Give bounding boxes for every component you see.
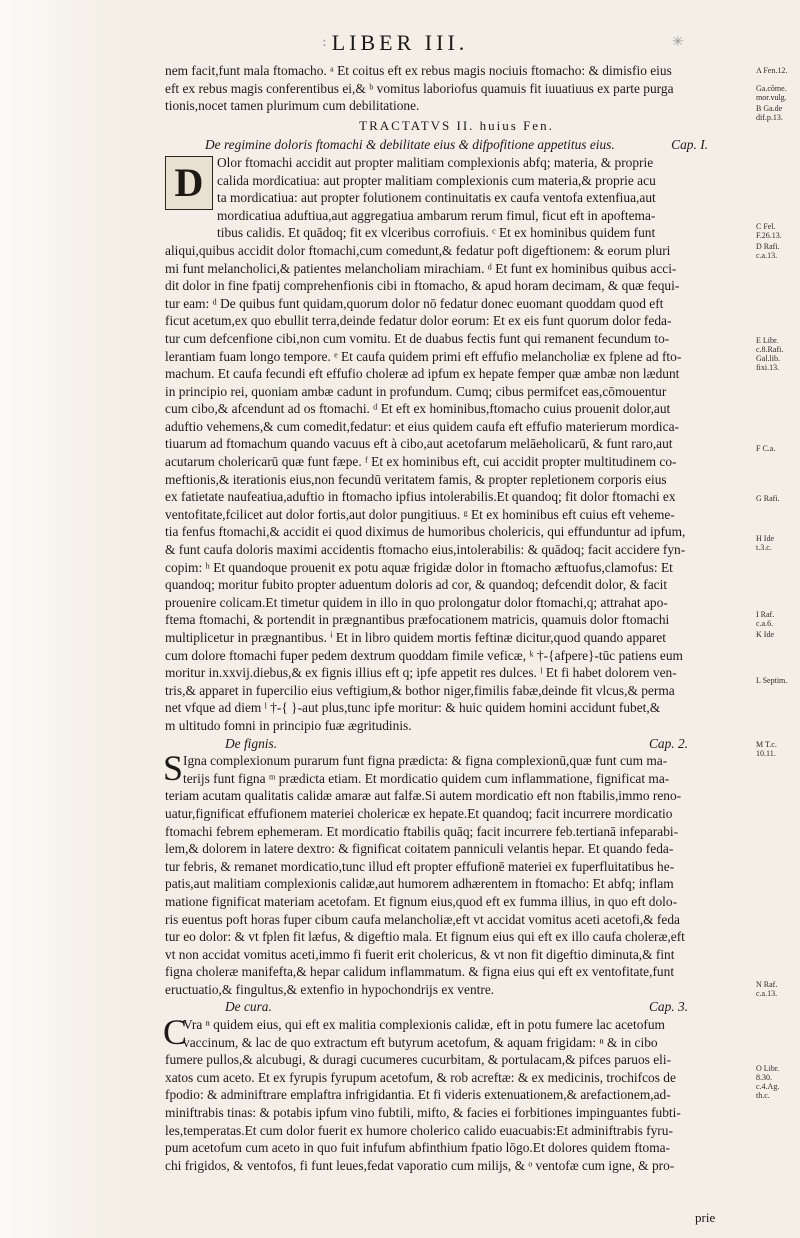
- text-line: tris,& apparet in fupercilio eius veftigium,& bothor niger,fimilis fabæ,deinde fit vlcus,& perma: [165, 682, 675, 698]
- text-line: tur eo dolor: & vt fplen fit læfus, & digeftio mala. Et fignum eius qui eft ex illo caufa choleræ,eft: [165, 929, 685, 945]
- text-line: matione fignificat materiam acetofam. Et fignum eius,quod eft ex fumma illius, in quo eft dolo-: [165, 893, 678, 909]
- text-line: moritur in.xxvij.diebus,& ex fignis illius eft q; ipfe appetit res dulces. ˡ Et fi habet dolorem ven-: [165, 665, 677, 681]
- chapter-2-title: De fignis.: [225, 735, 278, 751]
- text-line: tur eam: ᵈ De quibus funt quidam,quorum dolor nō fedatur donec euomant quoddam quod eft: [165, 295, 664, 311]
- margin-note: F C.a.: [756, 444, 776, 453]
- text-line: aliqui,quibus accidit dolor ftomachi,cum comedunt,& fedatur poft digeftionem: & eorum pluri: [165, 242, 671, 258]
- chapter-3-title: De cura.: [225, 999, 272, 1015]
- chapter-1-title: De regimine doloris ftomachi & debilitate eius & difpofitione appetitus eius.: [205, 137, 615, 153]
- margin-note: mor.vulg.: [756, 93, 787, 102]
- text-line: patis,aut malitiam complexionis calidæ,aut humorem adhærentem in ftomacho: Et abfq; inflam: [165, 876, 674, 892]
- text-line: xatos cum aceto. Et ex fyrupis fyrupum acetofum, & rob acreftæ: & ex medicinis, trochifcos de: [165, 1069, 676, 1085]
- chapter-1-body: [165, 154, 748, 735]
- text-line: machum. Et caufa fecundi eft effufio choleræ ad ipfum ex hepate femper quæ ambæ non lædunt: [165, 366, 680, 382]
- text-line: ftomachi febrem ephemeram. Et mordicatio ftabilis quāq; facit incurrere feb.tertianā infeparabi-: [165, 823, 679, 839]
- text-line: cum dolore ftomachi fuper pedem dextrum quoddam fimile veficæ, ᵏ †-{afpere}-tūc patiens eum: [165, 647, 683, 663]
- margin-note: c.a.13.: [756, 989, 778, 998]
- text-line: uatur,fignificat effufionem materiei cholericæ ex hepate.Et quandoq; facit incurrere mordicatio: [165, 805, 673, 821]
- margin-note: c.8.Rafi.: [756, 345, 784, 354]
- text-line: tibus calidis. Et quādoq; fit ex vlceribus corrofiuis. ᶜ Et ex hominibus quidem funt: [217, 225, 656, 241]
- chapter-2-rubric: [165, 735, 748, 753]
- text-line: acutarum cholericarū quæ funt fæpe. ᶠ Et ex hominibus eft, cui accidit propter multitudinem co-: [165, 454, 677, 470]
- text-line: fpodio: & adminiftrare emplaftra infrigidantia. Et fi videris extenuationem,& arefactionem,ad-: [165, 1087, 671, 1103]
- margin-note: Ga.cōme.: [756, 84, 787, 93]
- chapter-1-rubric: [165, 136, 748, 154]
- margin-note: E Libr.: [756, 336, 779, 345]
- main-text: [165, 62, 748, 1174]
- text-line: eructuatio,& fingultus,& extenfio in hypochondrijs ex ventre.: [165, 981, 495, 997]
- text-line: vaccinum, & lac de quo extractum eft butyrum acetofum, & aquam frigidam: ⁿ & in cibo: [183, 1034, 658, 1050]
- text-line: copim: ʰ Et quandoque prouenit ex potu aquæ frigidæ dolor in ftomacho æftuofus,clamofus: Et: [165, 559, 673, 575]
- margin-note: M T.c.: [756, 740, 777, 749]
- margin-note: A Fen.12.: [756, 66, 788, 75]
- text-block-d: [163, 1012, 748, 1174]
- catchword: prie: [695, 1210, 716, 1225]
- text-line: cum cibo,& afcendunt ad os ftomachi. ᵈ Et eft ex hominibus,ftomacho cuius prouenit dolor,aut: [165, 401, 671, 417]
- text-line: ris euentus poft horas fuper cibum caufa melancholiæ,eft vt accidat vomitus aceti acetofi,& feda: [165, 911, 680, 927]
- margin-note: 10.11.: [756, 749, 776, 758]
- text-line: ftema ftomachi, & portendit in prægnantibus præfocationem matricis, quamuis dolor ftomachi: [165, 612, 670, 628]
- chapter-2-number: Cap. 2.: [648, 735, 688, 751]
- text-line: dit dolor in fine fpatij comprehenfionis cibi in ftomacho, & apud horam decimam, & quæ fequi-: [165, 278, 680, 294]
- margin-note: K Ide: [756, 630, 774, 639]
- text-line: lem,& dolorem in latere dextro: & fignificat coitatem panniculi velantis hepar. Et quando feda-: [165, 841, 674, 857]
- text-line: miniftrabis tinas: & potabis ipfum vino fubtili, mifto, & facies ei forbitiones impinguantes fubti-: [165, 1105, 681, 1121]
- margin-note: C Fel.: [756, 222, 776, 231]
- text-line: mi funt melancholici,& patientes melancholiam mirachiam. ᵈ Et funt ex hominibus quibus acci-: [165, 260, 677, 276]
- text-line: ventofitate,fcilicet aut dolor fortis,aut dolor pungitiuus. ᵍ Et ex hominibus eft cuius eft veheme-: [165, 506, 675, 522]
- margin-note: F.26.13.: [756, 231, 782, 240]
- text-line: teriam acutam qualitatis calidæ amaræ aut falfæ.Si autem mordicatio eft non ftabilis,immo reno-: [165, 788, 682, 804]
- ornament-mark: :: [322, 34, 327, 50]
- text-line: tionis,nocet tamen plurimum cum debilitatione.: [165, 98, 420, 114]
- text-line: Olor ftomachi accidit aut propter malitiam complexionis abfq; materia, & proprie: [217, 154, 654, 170]
- initial-C: C: [163, 1012, 188, 1053]
- page-gutter-shade: [0, 0, 120, 1238]
- text-line: Vra ⁿ quidem eius, qui eft ex malitia complexionis calidæ, eft in potu fumere lac acetofum: [183, 1017, 665, 1033]
- text-line: calida mordicatiua: aut propter malitiam complexionis cum materia,& proprie acu: [217, 172, 656, 188]
- text-line: eft ex rebus magis conferentibus ei,& ᵇ vomitus laboriofus quamuis fit iuuatiuus ex parte purga: [165, 80, 674, 96]
- text-line: tur cum defcenfione cibi,non cum vomitu. Et de duabus fectis funt qui remanent fecundum to-: [165, 330, 670, 346]
- chapter-1-number: Cap. I.: [671, 137, 708, 153]
- text-line: prouenire colicam.Et timetur quidem in illo in quo prolongatur dolor ftomachi,q; attrahat apo-: [165, 594, 668, 610]
- text-line: in principio rei, quoniam ambæ cadunt in profundum. Cumq; cibus permifcet eas,cōmouentur: [165, 383, 667, 399]
- text-line: ficut acetum,ex quo ebullit terra,deinde fedatur dolor eorum: Et ex eis funt quorum dolor feda-: [165, 313, 672, 329]
- margin-note: th.c.: [756, 1091, 770, 1100]
- text-line: aduftio vehemens,& cum comedit,fedatur: et eius quidem caufa eft effufio materierum mordica-: [165, 418, 679, 434]
- text-line: mordicatiua aduftiua,aut aggregatiua ambarum rerum fimul, ficut eft in apoftema-: [217, 207, 656, 223]
- margin-note: c.4.Ag.: [756, 1082, 780, 1091]
- margin-note: N Raf.: [756, 980, 778, 989]
- margin-note: c.a.13.: [756, 251, 778, 260]
- drop-cap-D: D: [165, 156, 213, 210]
- text-line: Igna complexionum purarum funt figna prædicta: & figna complexionū,quæ funt cum ma-: [183, 753, 668, 769]
- text-line: tur febris, & remanet mordicatio,tunc illud eft propter effufionē materiei ex fuperfluitatibus he-: [165, 858, 675, 874]
- text-line: ta mordicatiua: aut propter folutionem continuitatis ex caufa ventofa extenfiua,aut: [217, 190, 656, 206]
- initial-S: S: [163, 748, 184, 789]
- text-line: multiplicetur in prægnantibus. ⁱ Et in libro quidem mortis feftinæ dicitur,quod quando apparet: [165, 630, 666, 645]
- text-line: les,temperatas.Et cum dolor fuerit ex humore cholerico calido euacuabis:Et adminiftrabis fyru-: [165, 1122, 673, 1138]
- margin-note: Gal.lib.: [756, 354, 780, 363]
- margin-note: t.3.c.: [756, 543, 772, 552]
- text-line: & funt caufa doloris maximi accidentis ftomacho eius,intolerabilis: & quādoq; facit accidere fyn-: [165, 542, 686, 558]
- margin-note: G Rafi.: [756, 494, 780, 503]
- margin-note: H Ide: [756, 534, 774, 543]
- margin-note: c.a.6.: [756, 619, 774, 628]
- tractatus-heading: TRACTATVS II. huius Fen.: [359, 117, 554, 133]
- text-line: quandoq; moritur fubito propter aduentum doloris ad cor, & quandoq; defcendit dolor, & facit: [165, 577, 668, 593]
- margin-note: dif.p.13.: [756, 113, 783, 122]
- text-line: figna choleræ manifefta,& hepar calidum inflammatum. & figna eius qui eft ex ventofitate,funt: [165, 964, 675, 980]
- text-line: pum acetofum cum aceto in quo fuit infufum abfinthium fpatio lōgo.Et dolores quidem ftoma-: [165, 1140, 671, 1156]
- text-line: tia fenfus ftomachi,& accidit ei quod diximus de humoribus cholericis, qui effunduntur ad ipfum,: [165, 524, 686, 540]
- text-block-b: [165, 154, 748, 735]
- text-line: vt non accidat vomitus aceti,immo fi fuerit erit cholericus, & vt non fit digeftio diminuta,& fint: [165, 946, 675, 962]
- margin-note: D Rafi.: [756, 242, 780, 251]
- margin-note: L Septim.: [756, 676, 788, 685]
- chapter-3-number: Cap. 3.: [648, 999, 688, 1015]
- text-line: nem facit,funt mala ftomacho. ᵃ Et coitus eft ex rebus magis nociuis ftomacho: & dimisfio eius: [165, 63, 672, 78]
- chapter-3-rubric: [165, 998, 748, 1016]
- text-line: terijs funt figna ᵐ prædicta etiam. Et mordicatio quidem cum inflammatione, fignificat ma-: [183, 770, 670, 786]
- margin-note: 8.30.: [756, 1073, 772, 1082]
- margin-note: B Ga.de: [756, 104, 783, 113]
- text-block-a: [165, 62, 748, 115]
- text-block-c: [163, 748, 748, 998]
- text-line: ex fatietate naufeatiua,aduftio in ftomacho ipfius intolerabilis.Et quandoq; fit dolor ftomachi ex: [165, 489, 676, 505]
- text-line: fumere pullos,& alcubugi, & duragi cucumeres cucurbitam, & portulacam,& pifces paruos eli-: [165, 1052, 672, 1068]
- text-line: lerantiam fuam longo tempore. ᵉ Et caufa quidem primi eft effufio melancholiæ ex fplene ad fto-: [165, 348, 682, 364]
- running-head: LIBER III.: [331, 30, 469, 55]
- text-line: m ultitudo fomni in principio fuæ ægritudinis.: [165, 717, 412, 733]
- margin-note: I Raf.: [756, 610, 775, 619]
- margin-note: O Libr.: [756, 1064, 780, 1073]
- text-line: chi frigidos, & ventofos, fi funt leues,fedat vaporatio cum milijs, & ᵒ ventofæ cum igne, & pro-: [165, 1157, 675, 1173]
- ornament-mark: ✳: [672, 34, 684, 50]
- text-line: net vfque ad diem ˡ †-{ }-aut plus,tunc ipfe moritur: & huic quidem homini accidunt fubet,&: [165, 700, 661, 716]
- margin-note: fixi.13.: [756, 363, 780, 372]
- text-line: tiuarum ad ftomachum quando vacuus eft à cibo,aut acetofarum melāeholicarū, & funt raro,aut: [165, 436, 673, 452]
- text-line: meftionis,& iterationis eius,non fecundū veritatem famis, & propter repletionem corporis eius: [165, 471, 667, 487]
